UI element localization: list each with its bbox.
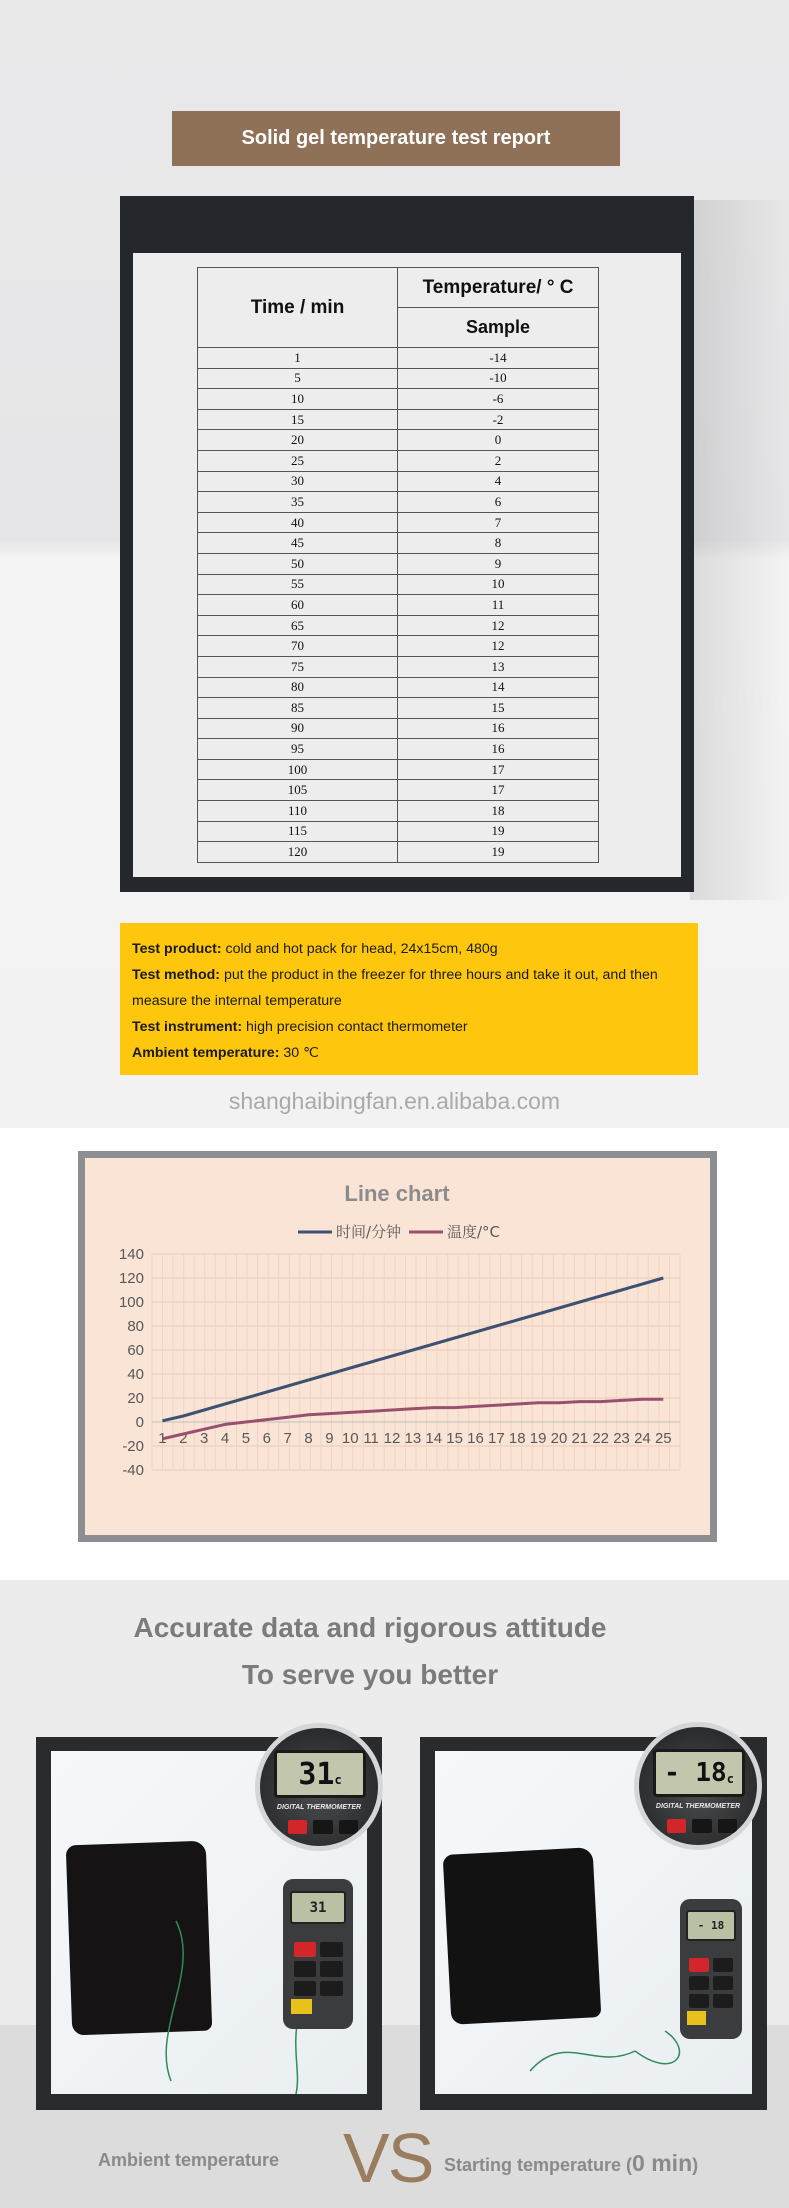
caption-starting-time: 0 min bbox=[632, 2150, 693, 2176]
info-method bbox=[132, 962, 686, 1014]
cell-time: 40 bbox=[198, 512, 398, 533]
x-tick-label: 20 bbox=[550, 1430, 568, 1447]
table-row bbox=[198, 656, 599, 677]
y-tick-label: 20 bbox=[127, 1390, 144, 1407]
table-row bbox=[198, 718, 599, 739]
cell-time: 50 bbox=[198, 553, 398, 574]
zoomed-reading: 31 bbox=[298, 1756, 335, 1792]
info-instrument-label: Test instrument: bbox=[132, 1019, 243, 1035]
vs-label: VS bbox=[343, 2119, 433, 2197]
info-product-label: Test product: bbox=[132, 941, 222, 957]
cell-time: 45 bbox=[198, 533, 398, 554]
cell-time: 80 bbox=[198, 677, 398, 698]
info-ambient bbox=[132, 1040, 686, 1066]
cell-temperature: 15 bbox=[398, 698, 599, 719]
table-row bbox=[198, 759, 599, 780]
cell-time: 110 bbox=[198, 801, 398, 822]
cell-temperature: 17 bbox=[398, 780, 599, 801]
table-body bbox=[198, 348, 599, 863]
zoomed-unit: c bbox=[726, 1772, 734, 1786]
info-method-label: Test method: bbox=[132, 967, 221, 983]
cell-temperature: 12 bbox=[398, 636, 599, 657]
cell-time: 70 bbox=[198, 636, 398, 657]
caption-ambient: Ambient temperature bbox=[98, 2150, 280, 2170]
x-tick-label: 6 bbox=[262, 1430, 271, 1447]
cell-time: 85 bbox=[198, 698, 398, 719]
cell-time: 90 bbox=[198, 718, 398, 739]
cell-time: 25 bbox=[198, 450, 398, 471]
cell-temperature: 11 bbox=[398, 595, 599, 616]
table-row bbox=[198, 450, 599, 471]
cell-temperature: 0 bbox=[398, 430, 599, 451]
table-row bbox=[198, 471, 599, 492]
temperature-table bbox=[197, 267, 599, 863]
table-row bbox=[198, 698, 599, 719]
meter-label: DIGITAL THERMOMETER bbox=[276, 1804, 362, 1811]
cell-temperature: 2 bbox=[398, 450, 599, 471]
x-tick-label: 18 bbox=[508, 1430, 526, 1447]
table-row bbox=[198, 595, 599, 616]
table-row bbox=[198, 842, 599, 863]
cell-temperature: 12 bbox=[398, 615, 599, 636]
table-row bbox=[198, 368, 599, 389]
cell-time: 65 bbox=[198, 615, 398, 636]
chart-title: Line chart bbox=[344, 1181, 450, 1206]
y-tick-label: 140 bbox=[118, 1246, 144, 1263]
info-product bbox=[132, 936, 686, 962]
caption-starting bbox=[444, 2150, 698, 2177]
x-tick-label: 10 bbox=[341, 1430, 359, 1447]
thermometer-screen bbox=[290, 1891, 346, 1924]
info-ambient-value: 30 ℃ bbox=[279, 1045, 320, 1061]
y-tick-label: 120 bbox=[118, 1270, 144, 1287]
probe-plug bbox=[687, 2011, 706, 2025]
cell-temperature: 8 bbox=[398, 533, 599, 554]
zoomed-reading-circle bbox=[634, 1722, 762, 1850]
table-row bbox=[198, 739, 599, 760]
x-tick-label: 9 bbox=[325, 1430, 334, 1447]
table-row bbox=[198, 512, 599, 533]
table-row bbox=[198, 389, 599, 410]
col-header-sample: Sample bbox=[398, 308, 599, 348]
caption-starting-suffix: ) bbox=[692, 2155, 699, 2175]
zoomed-screen bbox=[653, 1749, 745, 1797]
info-product-value: cold and hot pack for head, 24x15cm, 480g bbox=[221, 941, 498, 957]
x-tick-label: 13 bbox=[404, 1430, 422, 1447]
y-tick-label: -40 bbox=[122, 1462, 144, 1479]
x-tick-label: 17 bbox=[488, 1430, 505, 1447]
y-tick-label: 60 bbox=[127, 1342, 144, 1359]
table-row bbox=[198, 430, 599, 451]
cell-time: 105 bbox=[198, 780, 398, 801]
table-row bbox=[198, 821, 599, 842]
cell-temperature: -2 bbox=[398, 409, 599, 430]
y-tick-label: 0 bbox=[135, 1414, 144, 1431]
cell-temperature: 16 bbox=[398, 718, 599, 739]
x-tick-label: 12 bbox=[383, 1430, 401, 1447]
thermometer-image bbox=[283, 1879, 353, 2029]
cell-time: 100 bbox=[198, 759, 398, 780]
line-chart bbox=[85, 1158, 710, 1535]
probe-plug bbox=[291, 1999, 312, 2014]
cell-time: 75 bbox=[198, 656, 398, 677]
info-method-value: put the product in the freezer for three hours and take it out, and then measure the internal temperature bbox=[132, 967, 658, 1009]
zoomed-reading-circle bbox=[255, 1723, 383, 1851]
info-instrument bbox=[132, 1014, 686, 1040]
cell-temperature: 16 bbox=[398, 739, 599, 760]
legend-label-2: 温度/°C bbox=[447, 1223, 501, 1241]
x-tick-label: 22 bbox=[592, 1430, 610, 1447]
ambient-photo-frame bbox=[36, 1737, 382, 2110]
starting-photo-frame bbox=[420, 1737, 767, 2110]
cell-temperature: -6 bbox=[398, 389, 599, 410]
table-row bbox=[198, 677, 599, 698]
cell-time: 5 bbox=[198, 368, 398, 389]
zoomed-screen bbox=[274, 1750, 366, 1798]
thermometer-reading: - 18 bbox=[697, 1919, 725, 1933]
cell-temperature: 14 bbox=[398, 677, 599, 698]
store-watermark: shanghaibingfan.en.alibaba.com bbox=[228, 1088, 561, 1114]
thermometer-screen bbox=[686, 1910, 736, 1941]
cell-temperature: 18 bbox=[398, 801, 599, 822]
chart-background bbox=[90, 1163, 705, 1530]
slogan-line-2: To serve you better bbox=[241, 1659, 499, 1690]
cell-time: 20 bbox=[198, 430, 398, 451]
x-tick-label: 14 bbox=[425, 1430, 443, 1447]
table-row bbox=[198, 780, 599, 801]
x-tick-label: 23 bbox=[613, 1430, 630, 1447]
cell-temperature: 10 bbox=[398, 574, 599, 595]
y-tick-label: 40 bbox=[127, 1366, 144, 1383]
table-row bbox=[198, 553, 599, 574]
cell-time: 120 bbox=[198, 842, 398, 863]
table-row bbox=[198, 636, 599, 657]
x-tick-label: 11 bbox=[363, 1430, 379, 1447]
thermometer-keys bbox=[294, 1942, 343, 1996]
slogan-line-1: Accurate data and rigorous attitude bbox=[133, 1612, 607, 1643]
table-row bbox=[198, 492, 599, 513]
cell-time: 15 bbox=[198, 409, 398, 430]
info-ambient-label: Ambient temperature: bbox=[132, 1045, 280, 1061]
table-row bbox=[198, 574, 599, 595]
cell-temperature: 4 bbox=[398, 471, 599, 492]
col-header-temperature: Temperature/ ° C bbox=[398, 268, 599, 308]
thermometer-reading: 31 bbox=[309, 1899, 327, 1916]
legend-label-1: 时间/分钟 bbox=[336, 1223, 402, 1241]
zoomed-unit: c bbox=[334, 1773, 342, 1787]
table-row bbox=[198, 615, 599, 636]
x-tick-label: 3 bbox=[200, 1430, 209, 1447]
zoomed-reading: - 18 bbox=[664, 1758, 727, 1788]
cell-temperature: 7 bbox=[398, 512, 599, 533]
table-row bbox=[198, 533, 599, 554]
x-tick-label: 19 bbox=[529, 1430, 547, 1447]
thermometer-keys bbox=[689, 1958, 732, 2008]
y-tick-label: -20 bbox=[122, 1438, 144, 1455]
x-tick-label: 8 bbox=[304, 1430, 313, 1447]
line-chart-frame bbox=[78, 1151, 717, 1542]
meter-label: DIGITAL THERMOMETER bbox=[655, 1803, 741, 1810]
table-row bbox=[198, 409, 599, 430]
table-row bbox=[198, 801, 599, 822]
cell-temperature: 6 bbox=[398, 492, 599, 513]
cell-temperature: 9 bbox=[398, 553, 599, 574]
report-title: Solid gel temperature test report bbox=[172, 111, 620, 166]
cell-time: 55 bbox=[198, 574, 398, 595]
cell-time: 60 bbox=[198, 595, 398, 616]
cell-time: 30 bbox=[198, 471, 398, 492]
x-tick-label: 15 bbox=[446, 1430, 463, 1447]
cell-time: 35 bbox=[198, 492, 398, 513]
info-instrument-value: high precision contact thermometer bbox=[242, 1019, 468, 1035]
x-tick-label: 25 bbox=[654, 1430, 672, 1447]
caption-starting-prefix: Starting temperature ( bbox=[444, 2155, 633, 2175]
y-tick-label: 80 bbox=[127, 1318, 144, 1335]
x-tick-label: 1 bbox=[158, 1430, 167, 1447]
test-info-box bbox=[120, 923, 698, 1075]
cell-temperature: 19 bbox=[398, 821, 599, 842]
cell-time: 10 bbox=[198, 389, 398, 410]
x-tick-label: 2 bbox=[179, 1430, 188, 1447]
cell-time: 115 bbox=[198, 821, 398, 842]
cell-temperature: -14 bbox=[398, 348, 599, 369]
col-header-time: Time / min bbox=[198, 268, 398, 348]
cell-time: 1 bbox=[198, 348, 398, 369]
x-tick-label: 24 bbox=[634, 1430, 651, 1447]
cell-temperature: 19 bbox=[398, 842, 599, 863]
cell-time: 95 bbox=[198, 739, 398, 760]
x-tick-label: 21 bbox=[571, 1430, 589, 1447]
cell-temperature: -10 bbox=[398, 368, 599, 389]
x-tick-label: 4 bbox=[220, 1430, 230, 1447]
cell-temperature: 13 bbox=[398, 656, 599, 677]
x-tick-label: 5 bbox=[241, 1430, 251, 1447]
thermometer-image bbox=[680, 1899, 742, 2039]
table-row bbox=[198, 348, 599, 369]
x-tick-label: 7 bbox=[283, 1430, 292, 1447]
y-tick-label: 100 bbox=[118, 1294, 144, 1311]
x-tick-label: 16 bbox=[467, 1430, 484, 1447]
decorative-shadow bbox=[690, 200, 789, 900]
cell-temperature: 17 bbox=[398, 759, 599, 780]
